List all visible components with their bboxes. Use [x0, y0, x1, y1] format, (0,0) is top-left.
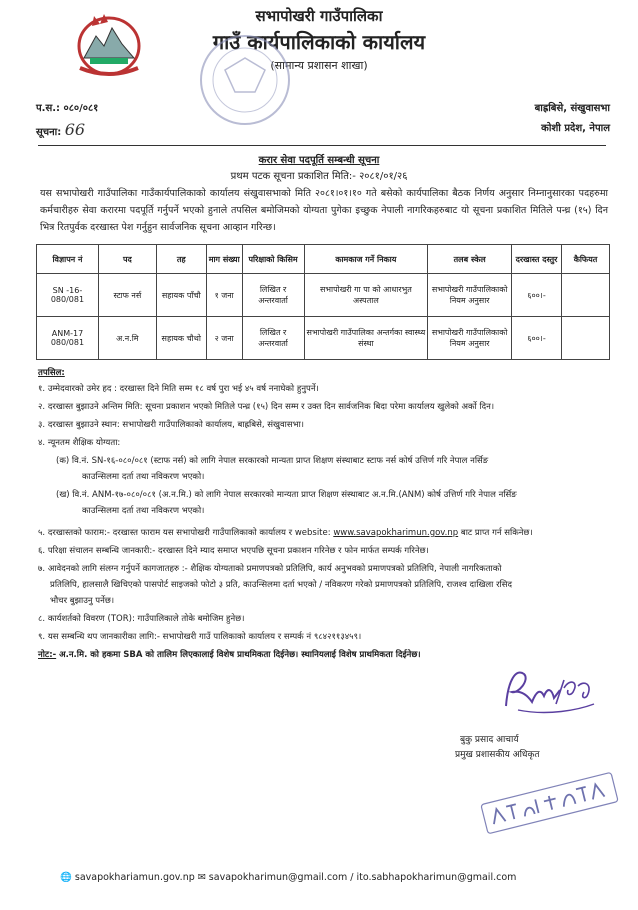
official-title-stamp	[475, 770, 625, 840]
detail-item: ८. कार्यशर्तको विवरण (TOR): गाउँपालिकाले तोके बमोजिम हुनेछ।	[38, 614, 245, 624]
detail-item: (क) वि.नं. SN-१६-०८०/०८१ (स्टाफ नर्स) को लागि नेपाल सरकारको मान्यता प्राप्त शिक्षण संस्थाबाट स्टाफ नर्स कोर्ष उत्तिर्ण गरि नेपाल नर्सिङ	[56, 456, 489, 466]
detail-item: ३. दरखास्त बुझाउने स्थान: सभापोखरी गाउँपालिकाको कार्यालय, बाह्रबिसे, संखुवासभा।	[38, 420, 305, 430]
detail-item: (ख) वि.नं. ANM-१७-०८०/०८१ (अ.न.मि.) को लागि नेपाल सरकारको मान्यता प्राप्त शिक्षण संस्थाबाट अ.न.मि.(ANM) कोर्ष उत्तिर्ण गरि नेपाल नर्सिङ	[56, 490, 517, 500]
table-cell: १ जना	[206, 274, 242, 317]
note-text: अ.न.मि. को हकमा SBA को तालिम लिएकालाई विशेष प्राथमिकता दिईनेछ। स्थानियलाई विशेष प्राथमिकता दिईनेछ।	[59, 650, 421, 660]
table-header: कामकाज गर्ने निकाय	[304, 245, 428, 274]
detail-item: काउन्सिलमा दर्ता तथा नविकरण भएको।	[82, 472, 205, 482]
table-cell: सभापोखरी गाउँपालिकाको नियम अनुसार	[428, 317, 512, 360]
header-divider	[38, 145, 606, 146]
table-header: पद	[98, 245, 156, 274]
table-header: तलब स्केल	[428, 245, 512, 274]
website-link[interactable]: www.savapokharimun.gov.np	[333, 528, 459, 538]
address-line-1: बाह्रबिसे, संखुवासभा	[534, 103, 610, 114]
notice-subtitle: प्रथम पटक सूचना प्रकाशित मिति:- २०८१/०१/२६	[230, 171, 408, 182]
table-cell: लिखित र अन्तरवार्ता	[242, 317, 304, 360]
detail-item: ९. यस सम्बन्धि थप जानकारीका लागि:- सभापोखरी गाउँ पालिकाको कार्यालय र सम्पर्क नं ९८४२११३४५९।	[38, 632, 362, 642]
handwritten-signature	[498, 660, 598, 718]
table-row	[37, 317, 610, 360]
detail-item: १. उम्मेदवारको उमेर हद : दरखास्त दिने मिति सम्म १८ वर्ष पुरा भई ४५ वर्ष ननाघेको हुनुपर्ने।	[38, 384, 319, 394]
detail-item: २. दरखास्त बुझाउने अन्तिम मिति: सूचना प्रकाशन भएको मितिले पन्ध्र (१५) दिन सम्म र उक्त दिन सार्वजनिक बिदा परेमा कार्यालय खुलेको अर्को दिन।	[38, 402, 495, 412]
note-label: नोट:-	[38, 650, 57, 660]
footer-website[interactable]: savapokhariamun.gov.np	[74, 872, 195, 883]
notice-title: करार सेवा पदपूर्ति सम्बन्धी सूचना	[258, 155, 380, 166]
detail-item: ७. आवेदनको लागि संलग्न गर्नुपर्ने कागजातहरु :- शैक्षिक योग्यताको प्रमाणपत्रको प्रतिलिपि, कार्य अनुभवको प्रमाणपत्रको प्रतिलिपि, नेपाली नागरिकताको	[38, 564, 502, 574]
table-cell: ६००।-	[512, 274, 562, 317]
detail-item: काउन्सिलमा दर्ता तथा नविकरण भएको।	[82, 506, 205, 516]
table-cell: ANM-17 080/081	[37, 317, 99, 360]
municipality-seal	[195, 30, 295, 130]
address-line-2: कोशी प्रदेश, नेपाल	[541, 123, 610, 134]
signer-name: बुकु प्रसाद आचार्य	[460, 735, 519, 745]
table-cell	[562, 317, 610, 360]
table-cell: सहायक चौथो	[156, 317, 206, 360]
branch-name: (सामान्य प्रशासन शाखा)	[270, 59, 368, 72]
table-cell: सभापोखरी गाउँपालिकाको नियम अनुसार	[428, 274, 512, 317]
footer-separator: /	[350, 872, 354, 883]
table-cell: सहायक पाँचौ	[156, 274, 206, 317]
table-cell: स्टाफ नर्स	[98, 274, 156, 317]
detail-item-website	[38, 527, 533, 538]
details-heading: तपसिल:	[38, 368, 65, 378]
notice-number-handwritten: 66	[64, 120, 86, 139]
detail-item: प्रतिलिपि, हालसालै खिचिएको पासपोर्ट साइजको फोटो ३ प्रति, काउन्सिलमा दर्ता भएको / नविकरण गरेको प्रमाणपत्रको प्रतिलिपि, राजश्व दाखिला रसिद	[50, 580, 513, 590]
table-row	[37, 274, 610, 317]
table-cell: लिखित र अन्तरवार्ता	[242, 274, 304, 317]
footer-email-2[interactable]: ito.sabhapokharimun@gmail.com	[356, 872, 517, 883]
detail-item: ६. परिक्षा संचालन सम्बन्धि जानकारी:- दरखास्त दिने म्याद समाप्त भएपछि सूचना प्रकाशन गरिनेछ र फोन मार्फत सम्पर्क गरिनेछ।	[38, 546, 429, 556]
notice-number-label: सूचना:	[36, 127, 62, 138]
table-cell: SN -16-080/081	[37, 274, 99, 317]
detail-item: ५. दरखास्तको फाराम:- दरखास्त फाराम यस सभापोखरी गाउँपालिकाको कार्यालय र website:	[38, 528, 331, 538]
detail-item: ४. न्यूनतम शैक्षिक योग्यता:	[38, 438, 121, 448]
notice-body: यस सभापोखरी गाउँपालिका गाउँकार्यपालिकाको कार्यालय संखुवासभाको मिति २०८१।०१।१० गते बसेको कार्यपालिका बैठक निर्णय अनुसार निम्नानुसारका पदहरुमा कर्मचारीहरु सेवा करारमा पदपूर्ति गर्नुपर्ने भएको हुनाले तपसिल बमोजिमको योग्यता पुगेका इच्छुक नेपाली नागरिकहरुबाट यो सूचना प्रकाशित मितिले पन्ध्र (१५) दिन भित्र रितपुर्वक दरखास्त पेश गर्नुहुन सार्वजनिक सूचना आव्हान गरिन्छ।	[40, 188, 608, 233]
table-cell: सभापोखरी गाउँपालिका अन्तर्गका स्वास्थ्य संस्था	[304, 317, 428, 360]
table-cell: सभापोखरी गा पा को आधारभुत अस्पताल	[304, 274, 428, 317]
mail-icon: ✉	[197, 872, 206, 883]
table-header: माग संख्या	[206, 245, 242, 274]
municipality-name: सभापोखरी गाउँपालिका	[255, 7, 383, 25]
table-cell	[562, 274, 610, 317]
footer-contacts	[60, 872, 516, 883]
reference-number: प.स.: ०८०/०८१	[36, 103, 99, 114]
signer-title: प्रमुख प्रशासकीय अधिकृत	[455, 750, 540, 760]
note-line	[38, 649, 421, 660]
detail-item-tail: बाट प्राप्त गर्न सकिनेछ।	[460, 528, 533, 538]
table-header-row	[37, 245, 610, 274]
footer-email-1[interactable]: savapokharimun@gmail.com	[208, 872, 348, 883]
table-header: विज्ञापन नं	[37, 245, 99, 274]
table-cell: ६००।-	[512, 317, 562, 360]
table-cell: अ.न.मि	[98, 317, 156, 360]
globe-icon: 🌐	[60, 872, 72, 883]
table-header: दरखास्त दस्तुर	[512, 245, 562, 274]
detail-item: भौचर बुझाउनु पर्नेछ।	[50, 596, 115, 606]
table-header: तह	[156, 245, 206, 274]
table-header: कैफियत	[562, 245, 610, 274]
notice-number	[36, 120, 85, 139]
vacancy-table	[36, 244, 610, 360]
office-name: गाउँ कार्यपालिकाको कार्यालय	[212, 30, 426, 54]
table-header: परिक्षाको किसिम	[242, 245, 304, 274]
table-cell: २ जना	[206, 317, 242, 360]
